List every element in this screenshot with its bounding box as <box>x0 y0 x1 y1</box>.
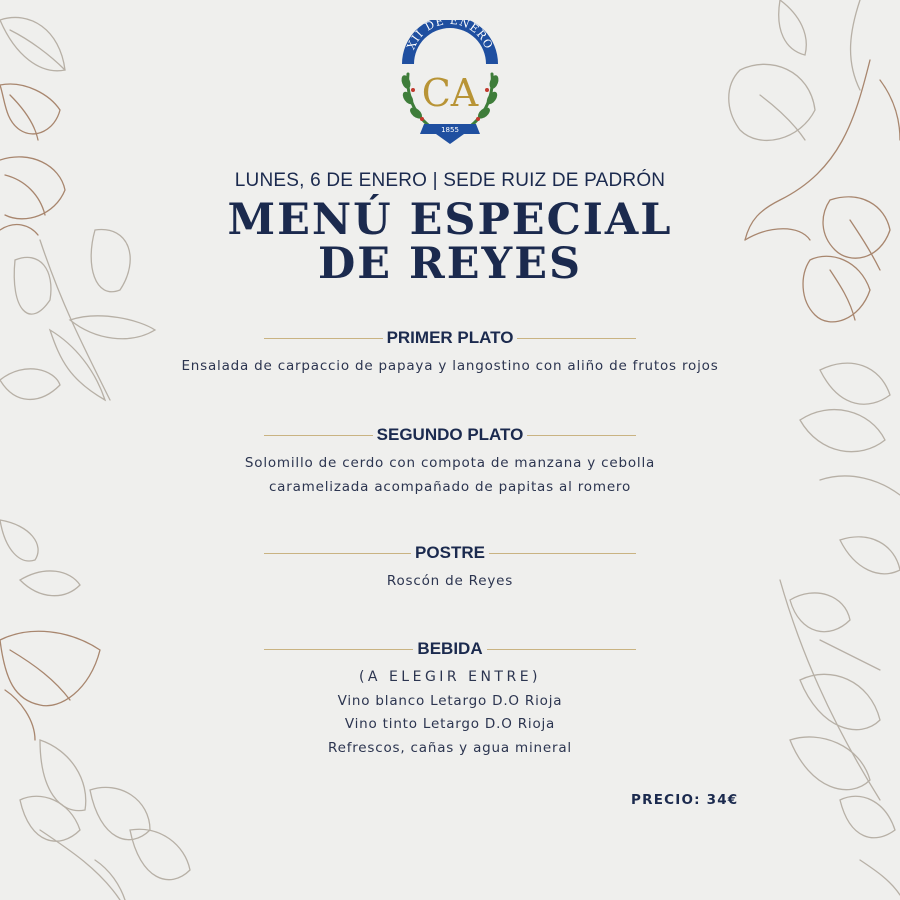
divider-rule <box>264 435 373 436</box>
section-items-primer-plato <box>0 355 900 379</box>
menu-title-line-1: MENÚ ESPECIAL <box>227 195 673 245</box>
dish-line: Vino tinto Letargo D.O Rioja <box>344 716 556 732</box>
divider-rule <box>264 649 413 650</box>
section-heading-primer-plato <box>264 327 636 349</box>
logo-year: 1855 <box>441 126 459 134</box>
dish-line: Refrescos, cañas y agua mineral <box>328 739 572 756</box>
divider-rule <box>517 338 636 339</box>
section-heading-postre <box>264 542 636 564</box>
logo-monogram: CA <box>421 71 479 115</box>
section-heading-label: SEGUNDO PLATO <box>376 425 524 444</box>
logo-arc-text: XII DE ENERO <box>404 20 496 52</box>
section-items-bebida <box>0 666 900 760</box>
dish-line: Roscón de Reyes <box>386 573 514 589</box>
drink-choice-note: (A ELEGIR ENTRE) <box>358 669 542 685</box>
section-heading-bebida <box>264 638 636 660</box>
event-date-location: LUNES, 6 DE ENERO | SEDE RUIZ DE PADRÓN <box>234 170 666 191</box>
section-heading-label: PRIMER PLATO <box>386 328 514 347</box>
section-heading-segundo-plato <box>264 424 636 446</box>
club-logo <box>396 20 504 148</box>
divider-rule <box>264 553 411 554</box>
menu-title-line-2: DE REYES <box>317 239 583 289</box>
section-heading-label: BEBIDA <box>417 639 483 658</box>
dish-line: caramelizada acompañado de papitas al romero <box>268 478 632 495</box>
divider-rule <box>264 338 383 339</box>
section-heading-label: POSTRE <box>415 543 485 562</box>
dish-line: Ensalada de carpaccio de papaya y langostino con aliño de frutos rojos <box>181 358 719 374</box>
section-items-postre <box>0 570 900 594</box>
menu-price: PRECIO: 34€ <box>631 792 739 808</box>
divider-rule <box>527 435 636 436</box>
dish-line: Vino blanco Letargo D.O Rioja <box>337 692 563 709</box>
section-items-segundo-plato <box>0 452 900 499</box>
dish-line: Solomillo de cerdo con compota de manzana y cebolla <box>244 455 656 471</box>
divider-rule <box>489 553 636 554</box>
menu-title <box>0 195 900 289</box>
divider-rule <box>487 649 636 650</box>
